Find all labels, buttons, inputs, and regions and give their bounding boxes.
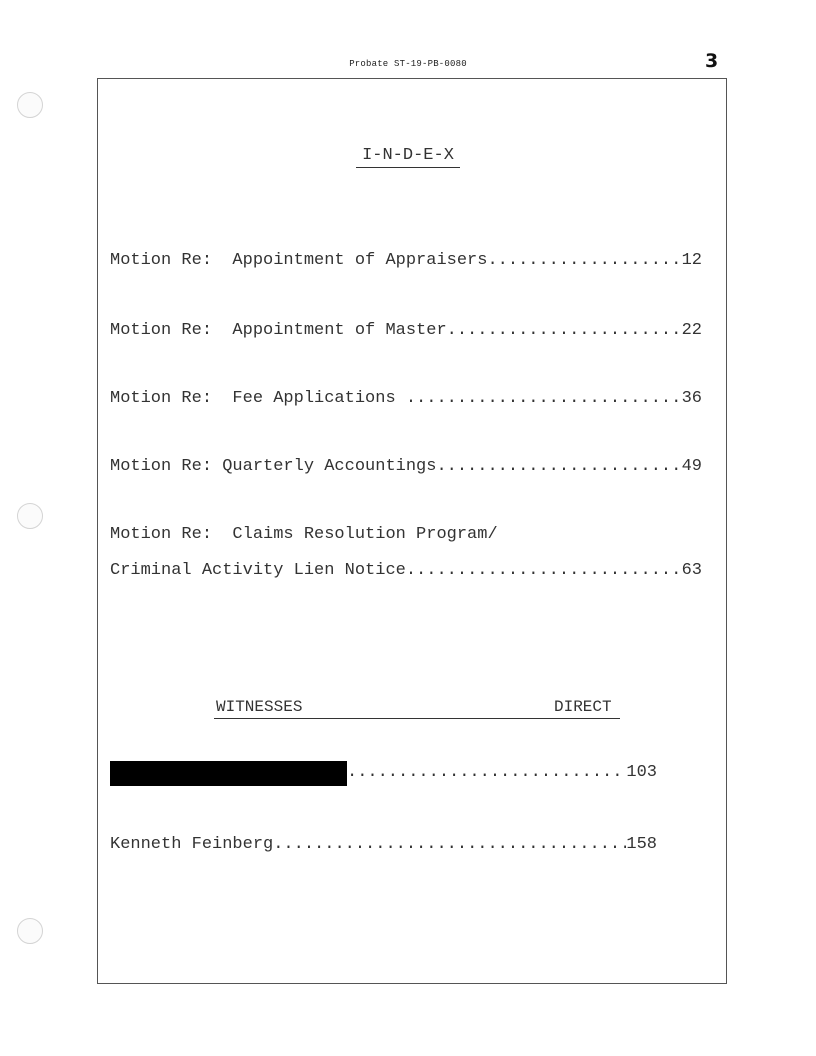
- witness-direct-page: 158: [626, 835, 657, 854]
- index-entry: [110, 251, 702, 270]
- index-entry: [110, 321, 702, 340]
- index-entry-label: Motion Re: Fee Applications: [110, 389, 406, 408]
- punch-hole-bottom: [17, 918, 43, 944]
- index-entry-label: Motion Re: Quarterly Accountings: [110, 457, 437, 476]
- index-entry-page: 22: [681, 321, 702, 340]
- index-entry-page: 63: [681, 561, 702, 580]
- index-entry-page: 36: [681, 389, 702, 408]
- leader-dots: [406, 561, 682, 580]
- witnesses-header-rule: [214, 718, 620, 719]
- index-entry-page: 12: [681, 251, 702, 270]
- leader-dots: [447, 321, 682, 340]
- index-entry-page: 49: [681, 457, 702, 476]
- index-title: [0, 146, 816, 168]
- leader-dots: [406, 389, 682, 408]
- index-entry-label: Motion Re: Appointment of Master: [110, 321, 447, 340]
- witness-name: Kenneth Feinberg: [110, 835, 274, 854]
- witness-row: [347, 763, 657, 782]
- index-title-text: I-N-D-E-X: [356, 146, 460, 168]
- page-number: 3: [705, 50, 719, 72]
- leader-dots: [273, 835, 626, 854]
- column-header-witnesses: WITNESSES: [216, 698, 303, 716]
- leader-dots: [436, 457, 681, 476]
- index-entry-label-line1: Motion Re: Claims Resolution Program/: [110, 525, 498, 544]
- witness-row: [110, 835, 657, 854]
- leader-dots: [487, 251, 681, 270]
- redaction-block: [110, 761, 347, 786]
- punch-hole-middle: [17, 503, 43, 529]
- index-entry: [110, 389, 702, 408]
- witness-direct-page: 103: [626, 763, 657, 782]
- index-entry-label: Criminal Activity Lien Notice: [110, 561, 406, 580]
- punch-hole-top: [17, 92, 43, 118]
- index-entry: [110, 457, 702, 476]
- leader-dots: [347, 763, 626, 782]
- index-entry-label: Motion Re: Appointment of Appraisers: [110, 251, 488, 270]
- case-label: Probate ST-19-PB-0080: [349, 59, 467, 69]
- column-header-direct: DIRECT: [554, 698, 612, 716]
- index-entry: [110, 561, 702, 580]
